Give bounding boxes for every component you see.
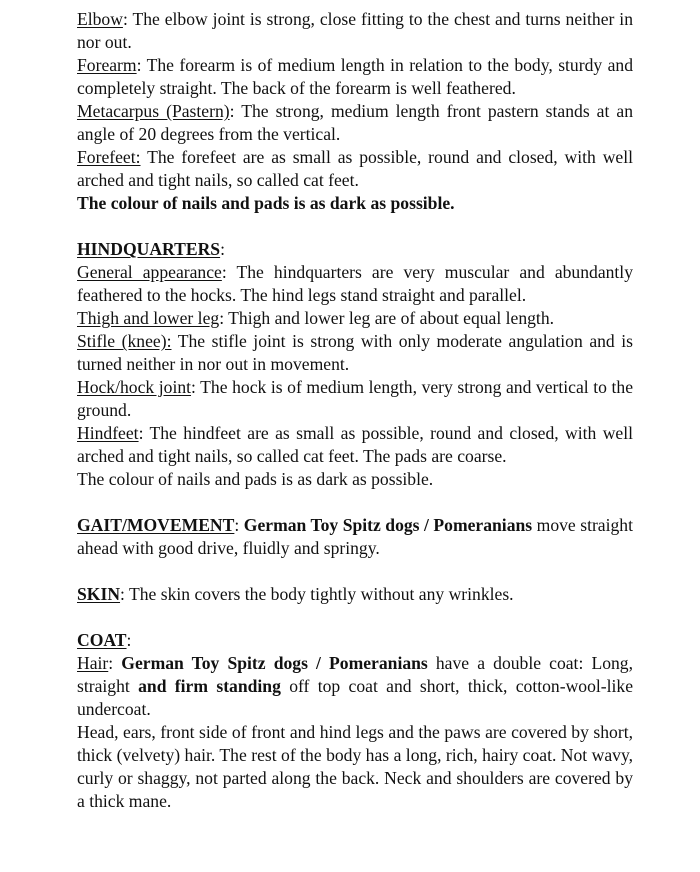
coat-heading-line bbox=[77, 629, 633, 652]
coat-heading-colon: : bbox=[126, 630, 132, 650]
forefeet-paragraph bbox=[77, 146, 633, 192]
hair-firm-standing: and firm standing bbox=[138, 676, 281, 696]
general-appearance-label: General appearance bbox=[77, 262, 222, 282]
metacarpus-paragraph bbox=[77, 100, 633, 146]
skin-paragraph bbox=[77, 583, 633, 606]
stifle-paragraph bbox=[77, 330, 633, 376]
spacer bbox=[77, 491, 633, 514]
breed-standard-page bbox=[77, 8, 633, 813]
coat-heading: COAT bbox=[77, 630, 127, 650]
skin-text: : The skin covers the body tightly without any wrinkles. bbox=[120, 584, 514, 604]
hair-breed-name: German Toy Spitz dogs / Pomeranians bbox=[121, 653, 428, 673]
gait-paragraph bbox=[77, 514, 633, 560]
forefeet-label: Forefeet: bbox=[77, 147, 141, 167]
gait-heading: GAIT/MOVEMENT bbox=[77, 515, 235, 535]
skin-heading: SKIN bbox=[77, 584, 121, 604]
hair-label: Hair bbox=[77, 653, 109, 673]
stifle-text: The stifle joint is strong with only moderate angulation and is turned neither in nor out in movement. bbox=[77, 331, 633, 374]
hindfeet-text: : The hindfeet are as small as possible, round and closed, with well arched and tight nails, so called cat feet. The pads are coarse. bbox=[77, 423, 633, 466]
elbow-label: Elbow bbox=[77, 9, 123, 29]
hock-label: Hock/hock joint bbox=[77, 377, 192, 397]
forearm-paragraph bbox=[77, 54, 633, 100]
gait-colon: : bbox=[234, 515, 244, 535]
thigh-label: Thigh and lower leg bbox=[77, 308, 220, 328]
elbow-paragraph bbox=[77, 8, 633, 54]
spacer bbox=[77, 215, 633, 238]
forearm-label: Forearm bbox=[77, 55, 137, 75]
gait-breed-name: German Toy Spitz dogs / Pomeranians bbox=[243, 515, 533, 535]
hair-text-1: have a double coat: Long, straight bbox=[77, 653, 633, 696]
thigh-text: : Thigh and lower leg are of about equal length. bbox=[219, 308, 555, 328]
hair-text-2: off top coat and short, thick, cotton-wool-like undercoat. bbox=[77, 676, 633, 719]
hindfeet-label: Hindfeet bbox=[77, 423, 139, 443]
general-appearance-text: : The hindquarters are very muscular and abundantly feathered to the hocks. The hind legs stand straight and parallel. bbox=[77, 262, 633, 305]
forefeet-nails-note: The colour of nails and pads is as dark as possible. bbox=[77, 193, 455, 213]
metacarpus-label: Metacarpus (Pastern) bbox=[77, 101, 230, 121]
elbow-text: : The elbow joint is strong, close fitting to the chest and turns neither in nor out. bbox=[77, 9, 633, 52]
general-appearance-paragraph bbox=[77, 261, 633, 307]
hindquarters-heading-colon: : bbox=[220, 239, 225, 259]
spacer bbox=[77, 606, 633, 629]
forearm-text: : The forearm is of medium length in relation to the body, sturdy and completely straight. The back of the forearm is well feathered. bbox=[77, 55, 633, 98]
metacarpus-text: : The strong, medium length front pastern stands at an angle of 20 degrees from the vertical. bbox=[77, 101, 633, 144]
spacer bbox=[77, 560, 633, 583]
gait-text: move straight ahead with good drive, fluidly and springy. bbox=[77, 515, 633, 558]
hindquarters-heading-line bbox=[77, 238, 633, 261]
hair-paragraph bbox=[77, 652, 633, 721]
stifle-label: Stifle (knee): bbox=[77, 331, 172, 351]
forefeet-text: The forefeet are as small as possible, round and closed, with well arched and tight nails, so called cat feet. bbox=[77, 147, 633, 190]
hindfeet-paragraph bbox=[77, 422, 633, 468]
hindfeet-nails-note: The colour of nails and pads is as dark as possible. bbox=[77, 469, 434, 489]
hock-paragraph bbox=[77, 376, 633, 422]
hock-text: : The hock is of medium length, very strong and vertical to the ground. bbox=[77, 377, 633, 420]
thigh-paragraph bbox=[77, 307, 633, 330]
hair-colon: : bbox=[108, 653, 122, 673]
coat-body-paragraph: Head, ears, front side of front and hind legs and the paws are covered by short, thick (velvety) hair. The rest of the body has a long, rich, hairy coat. Not wavy, curly or shaggy, not parted along the back. Neck and shoulders are covered by a thick mane. bbox=[77, 722, 633, 811]
hindquarters-heading: HINDQUARTERS bbox=[77, 239, 221, 259]
